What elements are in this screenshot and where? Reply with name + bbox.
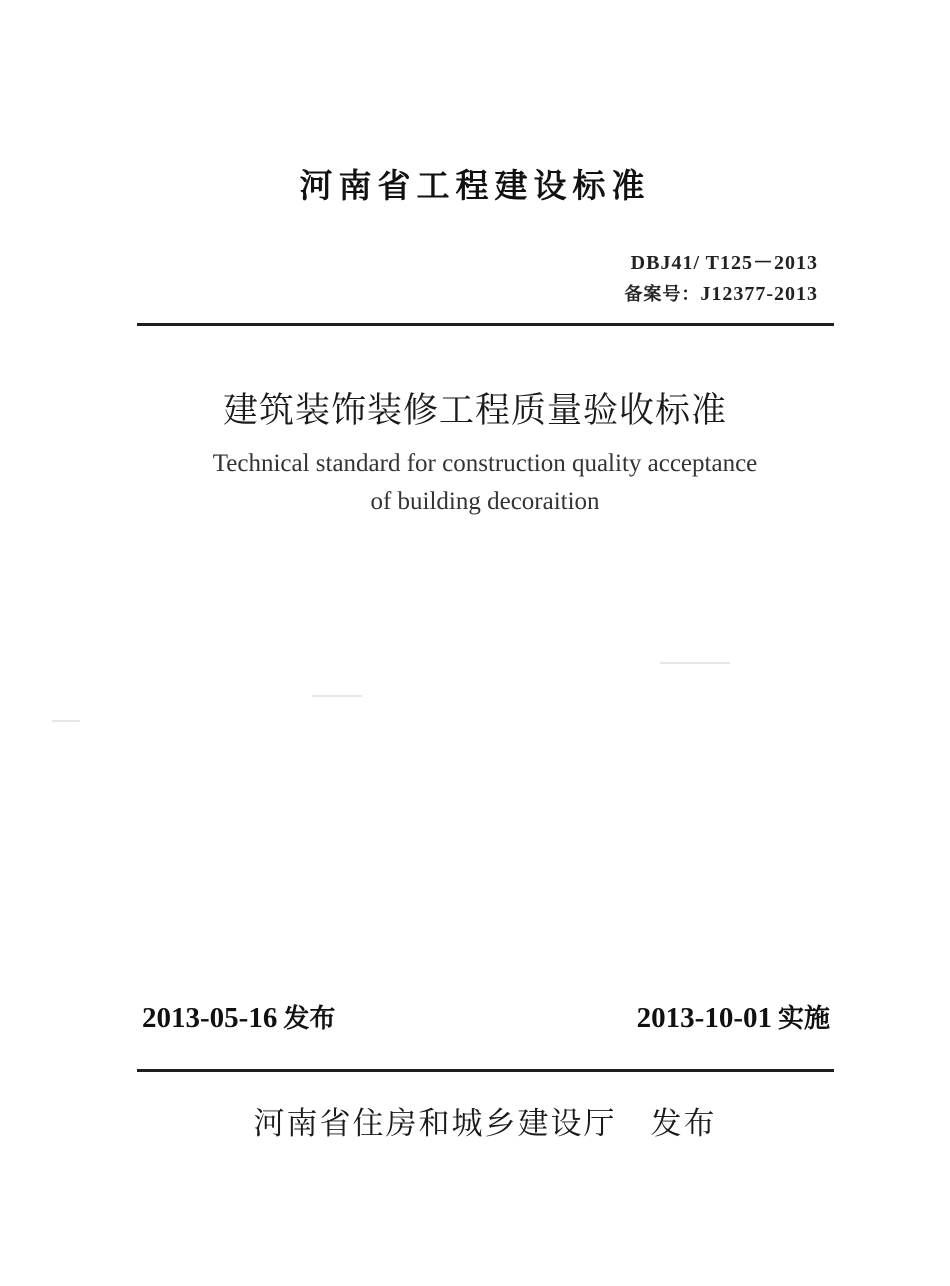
title-chinese: 建筑装饰装修工程质量验收标准 (222, 391, 727, 431)
implementation-date-line (637, 998, 830, 1035)
scan-smudge (52, 720, 80, 722)
issue-label: 发布 (283, 1004, 336, 1034)
publisher-name: 河南省住房和城乡建设厅 (253, 1106, 617, 1142)
scan-smudge (312, 695, 362, 697)
filing-number-line (624, 279, 818, 310)
issue-date-line (142, 998, 335, 1035)
bottom-divider (137, 1069, 834, 1072)
filing-number: J12377-2013 (700, 283, 818, 305)
filing-label: 备案号： (624, 284, 701, 305)
publisher-line (0, 1098, 950, 1143)
implementation-label: 实施 (777, 1004, 830, 1034)
title-english (0, 445, 950, 521)
publisher-action: 发布 (650, 1106, 717, 1142)
title-english-line-2: of building decoraition (370, 488, 600, 515)
standard-number-block (624, 248, 818, 310)
standard-number: DBJ41/ T125－2013 (630, 252, 818, 274)
implementation-date: 2013-10-01 (636, 1002, 772, 1034)
title-english-line-1: Technical standard for construction quality acceptance (212, 450, 758, 477)
top-divider (137, 323, 834, 326)
issue-date: 2013-05-16 (142, 1002, 278, 1034)
series-title: 河南省工程建设标准 (299, 166, 651, 205)
scan-smudge (660, 662, 730, 664)
